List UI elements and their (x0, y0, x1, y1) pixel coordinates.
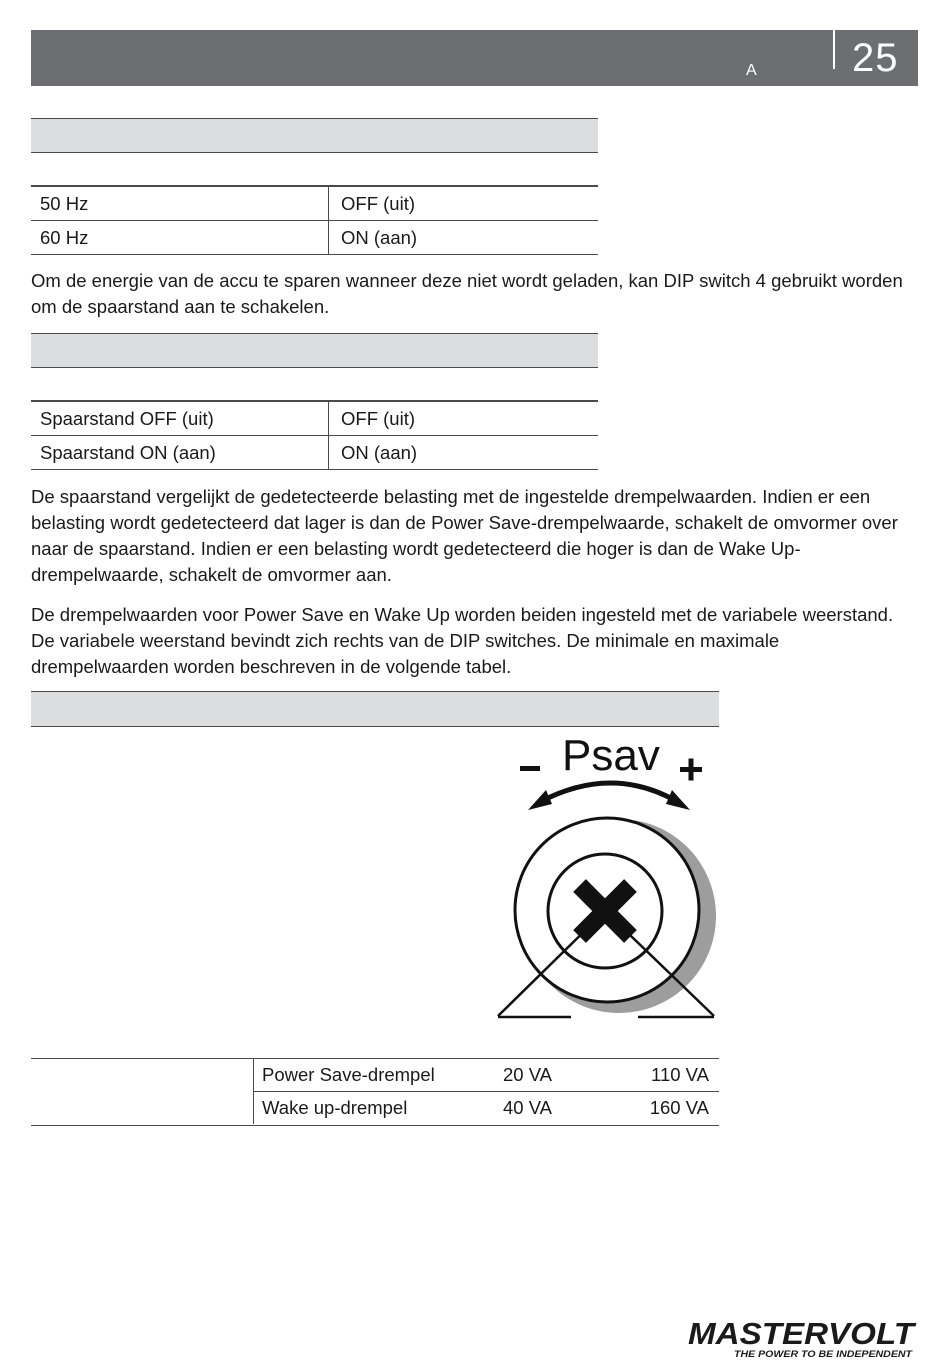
table-row (31, 1058, 719, 1091)
threshold-label: Wake up-drempel (262, 1097, 408, 1118)
section-letter: A (746, 62, 757, 79)
table-row (31, 1091, 719, 1124)
paragraph-drempelwaarden: De drempelwaarden voor Power Save en Wake Up worden beiden ingesteld met de variabele weerstand. De variabele weerstand bevindt zich rechts van de DIP switches. De minimale en maximale drempelwaarden worden beschreven in de volgende tabel. (31, 604, 894, 677)
threshold-label: Power Save-drempel (262, 1064, 435, 1085)
threshold-table-header-block (31, 691, 719, 727)
table-row (31, 436, 598, 470)
table-cell-value: OFF (uit) (341, 408, 415, 429)
mastervolt-logo (686, 1314, 918, 1360)
paragraph-dip-switch-4: Om de energie van de accu te sparen wanneer deze niet wordt geladen, kan DIP switch 4 gebruikt worden om de spaarstand aan te schakelen. (31, 270, 903, 317)
table-header (31, 118, 598, 153)
powersave-table (31, 333, 598, 470)
table-cell-label: 60 Hz (40, 227, 89, 248)
threshold-table (31, 1058, 719, 1124)
page-header-bar (31, 30, 918, 86)
psav-label: Psav (562, 731, 660, 780)
table-cell-value: ON (aan) (341, 227, 418, 248)
brand-tagline: THE POWER TO BE INDEPENDENT (734, 1349, 914, 1360)
threshold-max: 160 VA (649, 1097, 709, 1118)
table-row (31, 401, 598, 436)
table-cell-label: Spaarstand OFF (uit) (40, 408, 214, 429)
table-header (31, 691, 719, 727)
frequency-table (31, 118, 598, 255)
table-row (31, 186, 598, 221)
threshold-min: 20 VA (503, 1064, 553, 1085)
table-subheader (31, 153, 598, 186)
plus-sign (680, 759, 702, 781)
header-divider (833, 30, 835, 69)
brand-name: MASTERVOLT (688, 1316, 918, 1351)
table-cell-value: OFF (uit) (341, 193, 415, 214)
minus-sign (520, 766, 540, 771)
table-cell-label: 50 Hz (40, 193, 89, 214)
adjust-arrow (540, 783, 678, 802)
threshold-max: 110 VA (651, 1064, 709, 1085)
threshold-min: 40 VA (503, 1097, 553, 1118)
paragraph-spaarstand: De spaarstand vergelijkt de gedetecteerde belasting met de ingestelde drempelwaarden. Indien er een belasting wordt gedetecteerd dat lager is dan de Power Save-drempelwaarde, schakelt de omvormer over naar de spaarstand. Indien er een belasting wordt gedetecteerd die hoger is dan de Wake Up-drempelwaarde, schakelt de omvormer aan. (31, 486, 898, 585)
table-subheader (31, 368, 598, 401)
table-cell-label: Spaarstand ON (aan) (40, 442, 216, 463)
table-cell-value: ON (aan) (341, 442, 418, 463)
table-header (31, 333, 598, 368)
table-row (31, 221, 598, 255)
potentiometer-dial-icon (494, 730, 724, 1025)
page-number: 25 (852, 36, 899, 80)
